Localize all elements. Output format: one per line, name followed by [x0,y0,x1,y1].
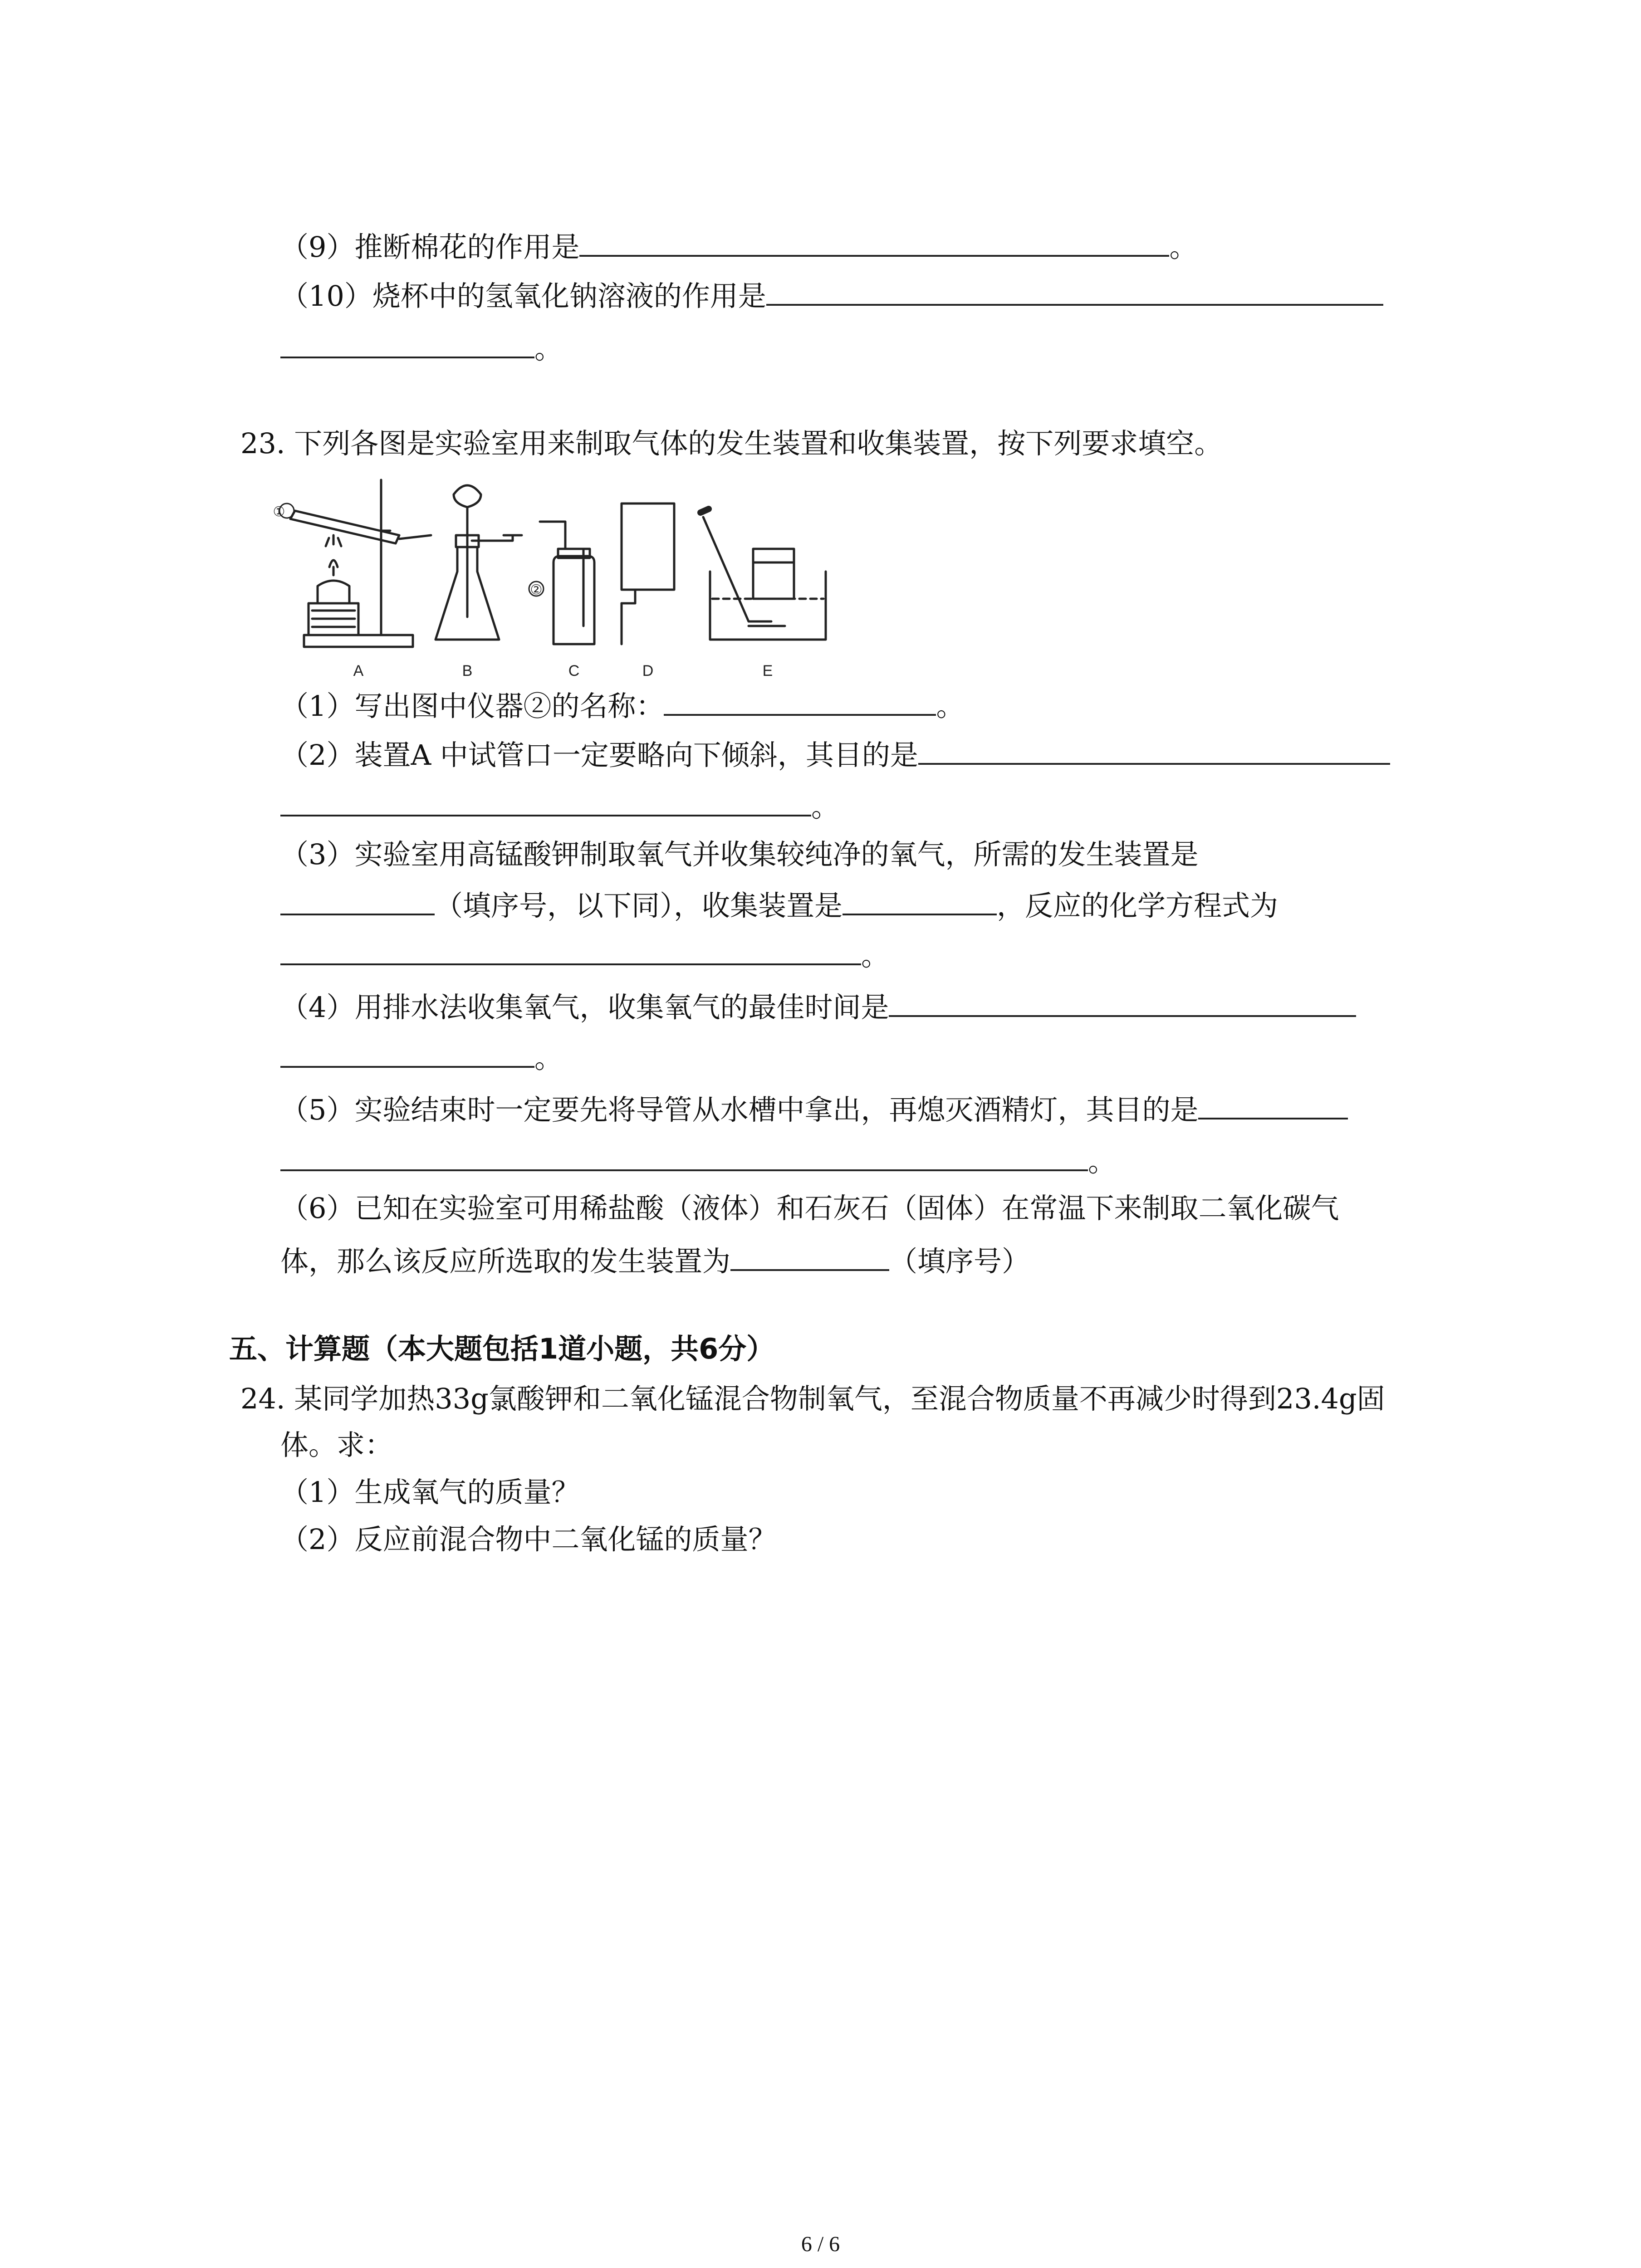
q23-part1-text: （1）写出图中仪器②的名称： [280,689,664,723]
label-a: A [353,662,364,679]
q22-part10-cont [280,323,563,367]
q24-stem-line1: 24. 某同学加热33g氯酸钾和二氧化锰混合物制氧气，至混合物质量不再减少时得到23.4g固 [240,1382,1385,1415]
apparatus-figure [273,467,898,680]
q23-part3-mid2: ，反应的化学方程式为 [997,889,1279,922]
q23-part6-suffix: （填序号） [889,1245,1030,1278]
apparatus-d [622,503,674,644]
q23-part4-suffix: 。 [534,1041,563,1075]
q22-part9-text: （9）推断棉花的作用是 [280,230,580,264]
q23-part4-blank[interactable] [889,982,1356,1017]
q23-part3-blank3[interactable] [280,930,861,965]
q23-part3-mid1: （填序号，以下同），收集装置是 [435,889,843,922]
q23-part6-line1: （6）已知在实验室可用稀盐酸（液体）和石灰石（固体）在常温下来制取二氧化碳气 [280,1192,1339,1225]
q23-part4-cont [280,1032,563,1076]
q23-part2-blank[interactable] [918,729,1390,765]
q23-part5-cont [280,1136,1116,1179]
q23-part4 [280,982,1356,1025]
section5-title: 五、计算题（本大题包括1道小题，共6分） [229,1332,775,1365]
q23-part6-line2 [280,1236,1030,1279]
q23-part2 [280,729,1390,773]
q24-stem-line2: 体。求： [280,1428,393,1461]
apparatus-b [436,485,522,640]
q23-part1 [280,680,964,724]
q23-part6-blank[interactable] [730,1236,889,1271]
q23-part5-suffix: 。 [1088,1145,1117,1178]
marker-2: ② [530,582,543,597]
label-e: E [762,662,773,679]
apparatus-a [279,480,431,647]
q23-part3-blank1[interactable] [280,880,435,915]
label-b: B [462,662,473,679]
q22-part9-blank[interactable] [579,221,1169,257]
q23-part1-suffix: 。 [936,689,965,723]
q23-part5 [280,1084,1348,1128]
q24-part1: （1）生成氧气的质量？ [280,1476,580,1509]
q23-part3-suffix: 。 [861,939,890,972]
q23-part2-text: （2）装置A 中试管口一定要略向下倾斜，其目的是 [280,738,918,772]
q23-part2-cont [280,781,839,825]
marker-1: ① [273,504,285,519]
label-c: C [568,662,580,679]
q23-stem: 23. 下列各图是实验室用来制取气体的发生装置和收集装置，按下列要求填空。 [240,427,1223,460]
q22-part10-blank2[interactable] [280,323,534,358]
q23-part3-line1: （3）实验室用高锰酸钾制取氧气并收集较纯净的氧气，所需的发生装置是 [280,838,1199,871]
q22-part9 [280,221,1197,265]
q22-part9-suffix: 。 [1169,230,1198,264]
q22-part10-suffix: 。 [534,332,563,365]
q23-part4-text: （4）用排水法收集氧气，收集氧气的最佳时间是 [280,991,889,1024]
apparatus-e [700,509,826,640]
q23-part3-line3 [280,930,889,973]
q23-part1-blank[interactable] [664,680,936,716]
q23-part3-line2 [280,880,1278,924]
q23-part2-blank2[interactable] [280,781,811,816]
q23-part6-text: 体，那么该反应所选取的发生装置为 [280,1245,731,1278]
q23-part3-blank2[interactable] [843,880,997,915]
q23-part5-blank[interactable] [1198,1084,1348,1119]
label-d: D [642,662,654,679]
q22-part10-blank[interactable] [766,270,1383,306]
page-number: 6 / 6 [801,2232,840,2256]
q23-part5-text: （5）实验结束时一定要先将导管从水槽中拿出，再熄灭酒精灯，其目的是 [280,1093,1199,1126]
q24-part2: （2）反应前混合物中二氧化锰的质量？ [280,1523,777,1556]
q23-part2-suffix: 。 [811,790,840,823]
q23-part5-blank2[interactable] [280,1136,1088,1171]
q22-part10 [280,270,1383,314]
q23-part4-blank2[interactable] [280,1032,534,1068]
q22-part10-text: （10）烧杯中的氢氧化钠溶液的作用是 [280,279,766,313]
